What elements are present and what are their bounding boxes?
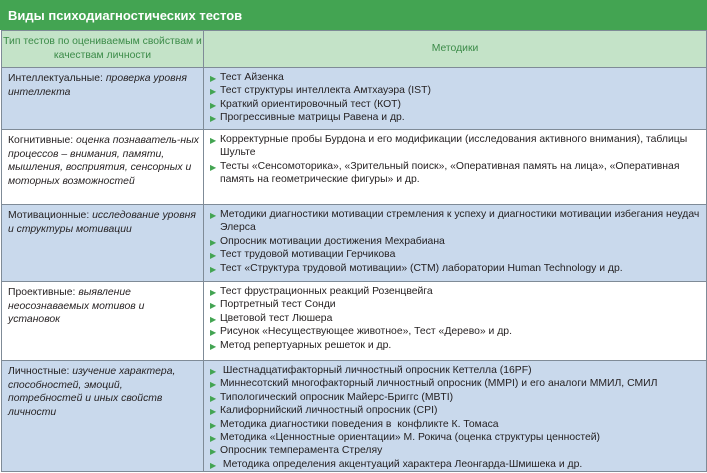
list-item [210, 71, 702, 84]
methods-cell [204, 68, 707, 130]
methods-list [210, 133, 702, 187]
list-item [210, 98, 702, 111]
method-text: Опросник темперамента Стреляу [220, 445, 383, 457]
list-item [210, 391, 702, 404]
method-text: Тест «Структура трудовой мотивации» (СТМ) лаборатории Human Technology и др. [220, 262, 623, 274]
list-item [210, 364, 702, 377]
list-item [210, 208, 702, 235]
list-item [210, 312, 702, 325]
method-text: Портретный тест Сонди [220, 299, 336, 311]
table-row [2, 130, 707, 205]
type-name: Интеллектуальные: [8, 73, 103, 84]
list-item [210, 160, 702, 187]
bullet-arrow-icon: ▶ [210, 367, 217, 376]
method-text: Методика диагностики поведения в конфликте К. Томаса [220, 418, 499, 430]
header-type: Тип тестов по оцениваемым свойствам и качествам личности [2, 31, 204, 68]
list-item [210, 458, 702, 471]
method-text: Прогрессивные матрицы Равена и др. [220, 112, 405, 124]
table-row [2, 68, 707, 130]
list-item [210, 111, 702, 124]
bullet-arrow-icon: ▶ [210, 301, 217, 311]
table-row [2, 282, 707, 361]
bullet-arrow-icon: ▶ [210, 264, 217, 274]
list-item [210, 339, 702, 352]
type-name: Когнитивные: [8, 135, 74, 146]
list-item [210, 418, 702, 431]
bullet-arrow-icon: ▶ [210, 211, 217, 220]
page-title: Виды психодиагностических тестов [8, 8, 243, 23]
list-item [210, 431, 702, 444]
type-cell [2, 205, 204, 282]
bullet-arrow-icon: ▶ [210, 87, 217, 97]
list-item [210, 133, 702, 160]
type-description: оценка познаватель-ных процессов – внимания, памяти, мышления, восприятия, сенсорных и моторных возможностей [8, 135, 199, 187]
header-methods: Методики [204, 31, 707, 68]
methods-cell [204, 282, 707, 361]
list-item [210, 248, 702, 261]
bullet-arrow-icon: ▶ [210, 328, 217, 338]
table-header-row [2, 31, 707, 68]
type-cell [2, 282, 204, 361]
method-text: Методика «Ценностные ориентации» М. Рокича (оценка структуры ценностей) [220, 432, 601, 444]
type-name: Мотивационные: [8, 210, 90, 221]
method-text: Метод репертуарных решеток и др. [220, 339, 392, 351]
type-name: Личностные: [8, 366, 70, 377]
type-cell [2, 130, 204, 205]
type-description: исследование уровня и структуры мотивации [8, 210, 196, 235]
bullet-arrow-icon: ▶ [210, 237, 217, 247]
methods-cell [204, 205, 707, 282]
bullet-arrow-icon: ▶ [210, 100, 217, 110]
methods-list [210, 208, 702, 275]
bullet-arrow-icon: ▶ [210, 407, 217, 417]
list-item [210, 325, 702, 338]
method-text: Рисунок «Несуществующее животное», Тест «Дерево» и др. [220, 326, 512, 338]
bullet-arrow-icon: ▶ [210, 447, 217, 457]
bullet-arrow-icon: ▶ [210, 393, 217, 403]
methods-list [210, 285, 702, 352]
type-cell [2, 68, 204, 130]
type-name: Проективные: [8, 287, 76, 298]
bullet-arrow-icon: ▶ [210, 288, 217, 297]
list-item [210, 285, 702, 298]
bullet-arrow-icon: ▶ [210, 460, 217, 470]
method-text: Тесты «Сенсомоторика», «Зрительный поиск», «Оперативная память на лица», «Оперативная память на геометрические фигуры» и др. [220, 160, 683, 186]
method-text: Тест фрустрационных реакций Розенцвейга [220, 286, 433, 297]
methods-list [210, 71, 702, 125]
type-description: выявление неосознаваемых мотивов и установок [8, 287, 145, 325]
method-text: Тест трудовой мотивации Герчикова [220, 249, 396, 261]
method-text: Методики диагностики мотивации стремления к успеху и диагностики мотивации избегания неудач Элерса [220, 209, 703, 234]
type-description: проверка уровня интеллекта [8, 73, 187, 98]
bullet-arrow-icon: ▶ [210, 162, 217, 172]
type-cell [2, 361, 204, 472]
list-item [210, 377, 702, 390]
methods-list [210, 364, 702, 471]
title-bar [0, 0, 707, 30]
method-text: Тест структуры интеллекта Амтхауэра (IST) [220, 85, 431, 97]
bullet-arrow-icon: ▶ [210, 251, 217, 261]
bullet-arrow-icon: ▶ [210, 114, 217, 124]
bullet-arrow-icon: ▶ [210, 434, 217, 444]
table-body [2, 68, 707, 472]
method-text: Краткий ориентировочный тест (КОТ) [220, 98, 401, 110]
method-text: Шестнадцатифакторный личностный опросник Кеттелла (16PF) [220, 365, 532, 376]
bullet-arrow-icon: ▶ [210, 74, 217, 83]
method-text: Калифорнийский личностный опросник (CPI) [220, 405, 438, 417]
method-text: Тест Айзенка [220, 72, 284, 83]
list-item [210, 235, 702, 248]
bullet-arrow-icon: ▶ [210, 380, 217, 390]
bullet-arrow-icon: ▶ [210, 341, 217, 351]
method-text: Корректурные пробы Бурдона и его модификации (исследования активного внимания), таблицы Шульте [220, 134, 691, 159]
methods-cell [204, 361, 707, 472]
list-item [210, 84, 702, 97]
table-row [2, 205, 707, 282]
method-text: Типологический опросник Майерс-Бриггс (MBTI) [220, 391, 454, 403]
type-description: изучение характера, способностей, эмоций, потребностей и иных свойств личности [8, 366, 176, 418]
method-text: Миннесотский многофакторный личностный опросник (MMPI) и его аналоги ММИЛ, СМИЛ [220, 378, 658, 390]
tests-table [1, 30, 707, 472]
list-item [210, 404, 702, 417]
method-text: Методика определения акцентуаций характера Леонгарда-Шмишека и др. [220, 458, 583, 470]
list-item [210, 444, 702, 457]
bullet-arrow-icon: ▶ [210, 136, 217, 145]
bullet-arrow-icon: ▶ [210, 420, 217, 430]
methods-cell [204, 130, 707, 205]
method-text: Опросник мотивации достижения Мехрабиана [220, 235, 445, 247]
method-text: Цветовой тест Люшера [220, 312, 333, 324]
table-row [2, 361, 707, 472]
bullet-arrow-icon: ▶ [210, 314, 217, 324]
list-item [210, 298, 702, 311]
list-item [210, 262, 702, 275]
